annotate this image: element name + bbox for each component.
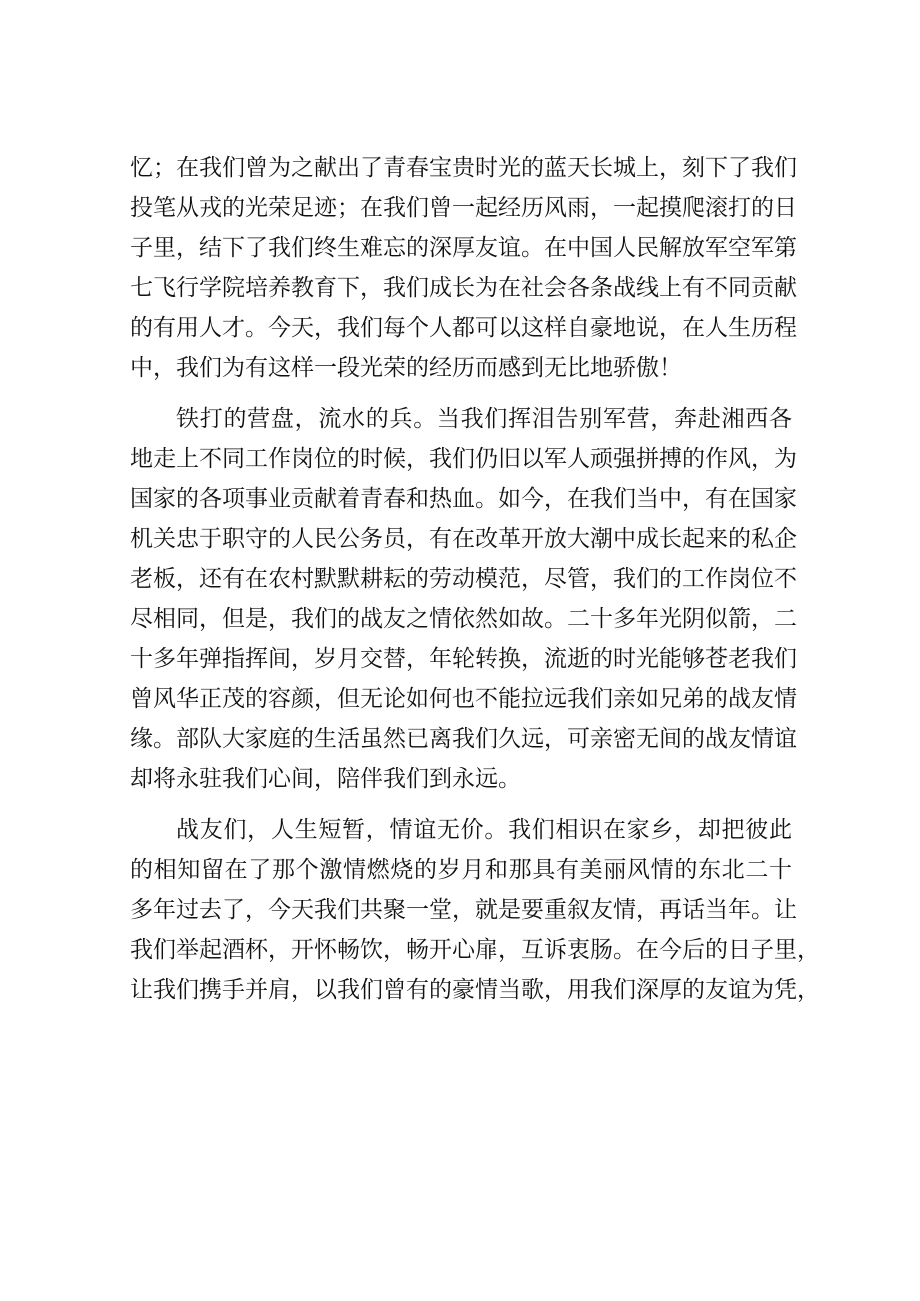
text-line: 子里，结下了我们终生难忘的深厚友谊。在中国人民解放军空军第 <box>130 235 797 261</box>
text-line: 让我们携手并肩，以我们曾有的豪情当歌，用我们深厚的友谊为凭， <box>130 977 820 1003</box>
paragraph-2 <box>130 399 797 799</box>
document-body <box>130 148 820 1010</box>
text-line: 忆；在我们曾为之献出了青春宝贵时光的蓝天长城上，刻下了我们 <box>130 155 797 181</box>
text-line: 老板，还有在农村默默耕耘的劳动模范，尽管，我们的工作岗位不 <box>130 566 797 592</box>
text-line: 我们举起酒杯，开怀畅饮，畅开心扉，互诉衷肠。在今后的日子里， <box>130 937 820 963</box>
paragraph-3 <box>130 810 820 1010</box>
text-line: 七飞行学院培养教育下，我们成长为在社会各条战线上有不同贡献 <box>130 275 797 301</box>
text-line: 地走上不同工作岗位的时候，我们仍旧以军人顽强拼搏的作风，为 <box>130 446 797 472</box>
text-line: 机关忠于职守的人民公务员，有在改革开放大潮中成长起来的私企 <box>130 526 797 552</box>
text-line: 却将永驻我们心间，陪伴我们到永远。 <box>130 766 521 792</box>
paragraph-spacer <box>130 388 792 399</box>
text-line: 尽相同，但是，我们的战友之情依然如故。二十多年光阴似箭，二 <box>130 606 797 632</box>
paragraph-1 <box>130 148 797 388</box>
text-line: 缘。部队大家庭的生活虽然已离我们久远，可亲密无间的战友情谊 <box>130 726 797 752</box>
text-line: 战友们，人生短暂，情谊无价。我们相识在家乡，却把彼此 <box>176 817 792 843</box>
text-line: 投笔从戎的光荣足迹；在我们曾一起经历风雨，一起摸爬滚打的日 <box>130 195 797 221</box>
text-line: 十多年弹指挥间，岁月交替，年轮转换，流逝的时光能够苍老我们 <box>130 646 797 672</box>
text-line: 铁打的营盘，流水的兵。当我们挥泪告别军营，奔赴湘西各 <box>176 406 792 432</box>
text-line: 的有用人才。今天，我们每个人都可以这样自豪地说，在人生历程 <box>130 315 797 341</box>
text-line: 曾风华正茂的容颜，但无论如何也不能拉远我们亲如兄弟的战友情 <box>130 686 797 712</box>
text-line: 国家的各项事业贡献着青春和热血。如今，在我们当中，有在国家 <box>130 486 797 512</box>
text-line: 中，我们为有这样一段光荣的经历而感到无比地骄傲！ <box>130 355 682 381</box>
text-line: 多年过去了，今天我们共聚一堂，就是要重叙友情，再话当年。让 <box>130 897 797 923</box>
text-line: 的相知留在了那个激情燃烧的岁月和那具有美丽风情的东北二十 <box>130 857 792 883</box>
paragraph-spacer <box>130 799 792 810</box>
